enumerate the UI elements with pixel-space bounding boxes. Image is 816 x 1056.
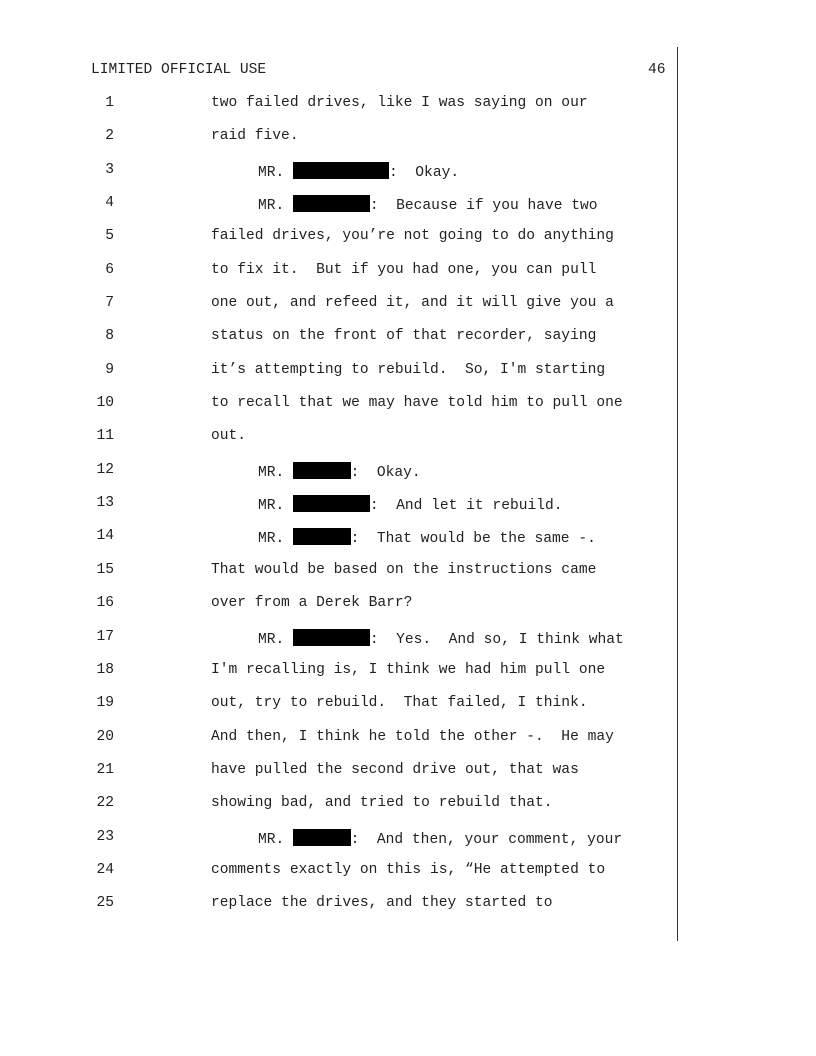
line-text: over from a Derek Barr? <box>211 595 413 612</box>
redaction-box <box>293 629 370 646</box>
line-text: showing bad, and tried to rebuild that. <box>211 795 553 812</box>
line-number: 15 <box>96 561 114 578</box>
speech-text: : Okay. <box>350 464 421 481</box>
line-number: 20 <box>96 728 114 745</box>
line-number: 11 <box>96 428 114 445</box>
speech-text: : And then, your comment, your <box>350 831 623 848</box>
line-text <box>258 162 459 181</box>
speaker-title: MR. <box>258 831 294 848</box>
speech-text: : Yes. And so, I think what <box>369 631 624 648</box>
transcript-line <box>0 195 677 228</box>
speaker-title: MR. <box>258 164 294 181</box>
line-number: 21 <box>96 761 114 778</box>
transcript-line <box>0 162 677 195</box>
transcript-line <box>0 729 677 762</box>
line-number: 9 <box>105 361 114 378</box>
line-text <box>258 495 563 514</box>
redaction-box <box>293 462 351 479</box>
transcript-body <box>0 95 677 929</box>
line-text: That would be based on the instructions came <box>211 561 597 578</box>
line-text: one out, and refeed it, and it will give you a <box>211 295 614 312</box>
transcript-line <box>0 695 677 728</box>
transcript-line <box>0 629 677 662</box>
transcript-line <box>0 562 677 595</box>
line-text: replace the drives, and they started to <box>211 895 553 912</box>
line-text <box>258 195 598 214</box>
transcript-line <box>0 762 677 795</box>
transcript-line <box>0 228 677 261</box>
line-number: 23 <box>96 828 114 845</box>
transcript-line <box>0 428 677 461</box>
transcript-line <box>0 395 677 428</box>
right-margin-rule <box>677 47 678 941</box>
line-number: 6 <box>105 261 114 278</box>
speaker-title: MR. <box>258 631 294 648</box>
line-text: comments exactly on this is, “He attempted to <box>211 861 606 878</box>
line-number: 22 <box>96 795 114 812</box>
line-number: 3 <box>105 161 114 178</box>
line-text: it’s attempting to rebuild. So, I'm starting <box>211 361 606 378</box>
transcript-line <box>0 528 677 561</box>
redaction-box <box>293 195 370 212</box>
line-number: 25 <box>96 895 114 912</box>
line-text: to fix it. But if you had one, you can pull <box>211 261 597 278</box>
transcript-line <box>0 295 677 328</box>
line-number: 8 <box>105 328 114 345</box>
line-number: 24 <box>96 861 114 878</box>
line-number: 16 <box>96 595 114 612</box>
transcript-line <box>0 462 677 495</box>
page-number: 46 <box>648 62 666 78</box>
transcript-line <box>0 662 677 695</box>
line-number: 4 <box>105 195 114 212</box>
redaction-box <box>293 495 370 512</box>
line-number: 5 <box>105 228 114 245</box>
transcript-line <box>0 895 677 928</box>
transcript-line <box>0 328 677 361</box>
line-text <box>258 629 624 648</box>
line-text: failed drives, you’re not going to do anything <box>211 228 614 245</box>
line-text: have pulled the second drive out, that was <box>211 761 579 778</box>
transcript-line <box>0 262 677 295</box>
transcript-line <box>0 95 677 128</box>
redaction-box <box>293 829 351 846</box>
transcript-line <box>0 829 677 862</box>
speech-text: : Okay. <box>389 164 460 181</box>
line-text: raid five. <box>211 128 299 145</box>
line-number: 14 <box>96 528 114 545</box>
line-text: two failed drives, like I was saying on our <box>211 95 588 111</box>
line-text: out. <box>211 428 247 445</box>
line-number: 7 <box>105 295 114 312</box>
line-text: to recall that we may have told him to pull one <box>211 395 623 412</box>
line-number: 2 <box>105 128 114 145</box>
speaker-title: MR. <box>258 464 294 481</box>
line-number: 19 <box>96 695 114 712</box>
speech-text: : That would be the same -. <box>350 531 596 548</box>
transcript-line <box>0 362 677 395</box>
line-number: 1 <box>105 95 114 111</box>
redaction-box <box>293 162 389 179</box>
redaction-box <box>293 528 351 545</box>
transcript-line <box>0 862 677 895</box>
transcript-line <box>0 495 677 528</box>
line-text: And then, I think he told the other -. He may <box>211 728 614 745</box>
transcript-line <box>0 128 677 161</box>
line-text: I'm recalling is, I think we had him pull one <box>211 661 606 678</box>
speaker-title: MR. <box>258 531 294 548</box>
line-text: status on the front of that recorder, saying <box>211 328 597 345</box>
line-number: 13 <box>96 495 114 512</box>
line-number: 18 <box>96 661 114 678</box>
speech-text: : And let it rebuild. <box>369 498 563 515</box>
line-number: 10 <box>96 395 114 412</box>
line-number: 12 <box>96 461 114 478</box>
transcript-line <box>0 795 677 828</box>
line-number: 17 <box>96 628 114 645</box>
speaker-title: MR. <box>258 498 294 515</box>
line-text <box>258 528 596 547</box>
speaker-title: MR. <box>258 198 294 215</box>
transcript-line <box>0 595 677 628</box>
speech-text: : Because if you have two <box>369 198 598 215</box>
line-text <box>258 829 622 848</box>
page-header-classification: LIMITED OFFICIAL USE <box>91 62 267 78</box>
line-text: out, try to rebuild. That failed, I think. <box>211 695 588 712</box>
line-text <box>258 462 421 481</box>
